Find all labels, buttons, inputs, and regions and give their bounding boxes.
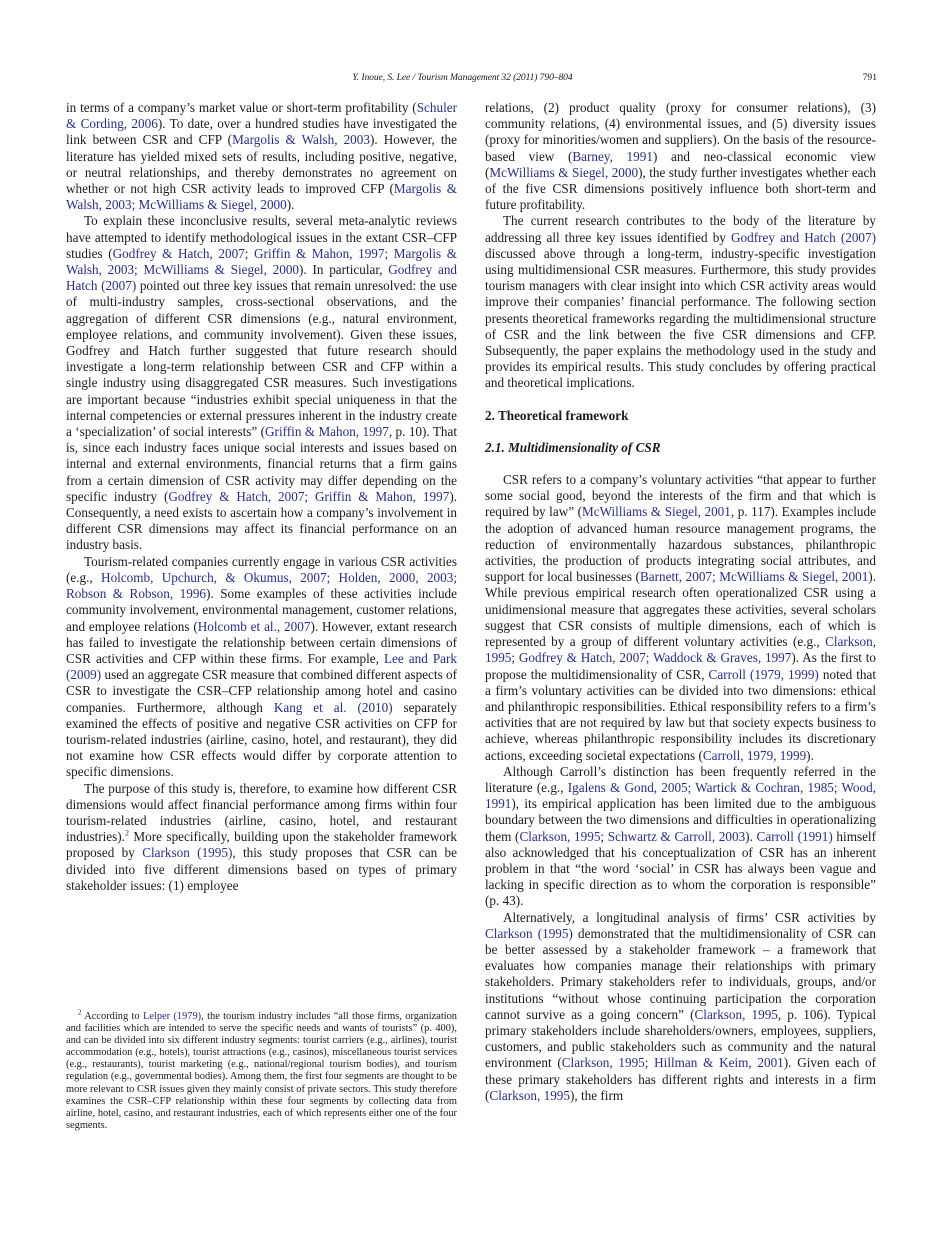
footnote-marker[interactable]: 2 [78, 1008, 82, 1017]
footnote-marker[interactable]: 2 [124, 828, 129, 838]
citation-link[interactable]: Igalens & Gond, 2005; Wartick & Cochran, 1985; Wood, 1991 [485, 779, 876, 812]
paragraph: in terms of a company’s market value or short-term profitability (Schuler & Cording, 2006). To date, over a hundred studies have investigated the link between CSR and CFP (Margolis & Walsh, 2003). However, the literature has yielded mixed sets of results, including positive, negative, or neutral relationships, and thereby demonstrates no agreement on whether or not high CSR activity leads to improved CFP (Margolis & Walsh, 2003; McWilliams & Siegel, 2000). [66, 100, 458, 213]
paragraph: The current research contributes to the body of the literature by addressing all three key issues identified by Godfrey and Hatch (2007) discussed above through a long-term, industry-specific investigation using multidimensional CSR measures. Furthermore, this study provides tourism managers with clear insight into which CSR activity areas would improve their companies’ financial performance. The following section presents theoretical frameworks regarding the multidimensional structure of CSR and the link between the five CSR dimensions and CFP. Subsequently, the paper explains the methodology used in the study and provides its empirical results. This study concludes by offering practical and theoretical implications. [485, 213, 876, 391]
page-number: 791 [862, 72, 877, 83]
citation-link[interactable]: Barney, 1991 [572, 148, 653, 164]
citation-link[interactable]: Margolis & Walsh, 2003 [232, 132, 370, 148]
citation-link[interactable]: Godfrey and Hatch (2007) [66, 262, 458, 294]
citation-link[interactable]: Clarkson, 1995; Hillman & Keim, 2001 [561, 1055, 784, 1071]
citation-link[interactable]: Godfrey and Hatch (2007) [731, 229, 876, 245]
section-heading: 2. Theoretical framework [485, 407, 629, 423]
paragraph: Tourism-related companies currently engage in various CSR activities (e.g., Holcomb, Upchurch, & Okumus, 2007; Holden, 2000, 2003; Robson & Robson, 1996). Some examples of these activities include community involvement, environmental management, customer relations, and employee relations (Holcomb et al., 2007). However, extant research has failed to investigate the relationship between certain dimensions of CSR activities and CFP within these firms. For example, Lee and Park (2009) used an aggregate CSR measure that combined different aspects of CSR to investigate the CSR–CFP relationship among hotel and casino companies. Furthermore, although Kang et al. (2010) separately examined the effects of positive and negative CSR activities on CFP for tourism-related industries (airline, casino, hotel, and restaurant), they did not examine how CSR effects would differ by corporate attention to specific dimensions. [66, 553, 458, 780]
right-column [485, 100, 876, 1104]
subsection-heading: 2.1. Multidimensionality of CSR [485, 439, 661, 455]
citation-link[interactable]: McWilliams & Siegel, 2001 [582, 504, 731, 520]
citation-link[interactable]: Carroll (1991) [756, 828, 833, 844]
citation-link[interactable]: Godfrey & Hatch, 2007; Griffin & Mahon, 1997; Margolis & Walsh, 2003; McWilliams & Siegel, 2000 [66, 245, 457, 278]
paragraph: CSR refers to a company’s voluntary activities “that appear to further some social good, beyond the interests of the firm and that which is required by law” (McWilliams & Siegel, 2001, p. 117). Examples include the adoption of advanced human resource management programs, the reduction of environmentally hazardous substances, philanthropic activities, the production of products integrating social attributes, and support for local businesses (Barnett, 2007; McWilliams & Siegel, 2001). While previous empirical research often operationalized CSR using a unidimensional measure that aggregates these activities, several scholars suggest that CSR consists of multiple dimensions, each of which is represented by a group of different voluntary activities (e.g., Clarkson, 1995; Godfrey & Hatch, 2007; Waddock & Graves, 1997). As the first to propose the multidimensionality of CSR, Carroll (1979, 1999) noted that a firm’s voluntary activities can be divided into two dimensions: ethical and philanthropic responsibilities. Ethical responsibility refers to a firm’s activities that are not required by law but that society expects business to achieve, whereas philanthropic responsibility includes its discretionary actions, exceeding societal expectations (Carroll, 1979, 1999). [485, 472, 876, 763]
citation-link[interactable]: Godfrey & Hatch, 2007; Griffin & Mahon, 1997 [168, 488, 450, 504]
citation-link[interactable]: Griffin & Mahon, 1997 [265, 424, 389, 440]
citation-link[interactable]: Clarkson, 1995 [489, 1087, 570, 1103]
paragraph: Although Carroll’s distinction has been frequently referred in the literature (e.g., Igalens & Gond, 2005; Wartick & Cochran, 1985; Wood, 1991), its empirical application has been limited due to the ambiguous boundary between the two dimensions and difficulties in operationalizing them (Clarkson, 1995; Schwartz & Carroll, 2003). Carroll (1991) himself also acknowledged that his conceptualization of CSR has an inherent problem in that “the word ‘social’ in CSR has always been vague and lacking in specific direction as to whom the corporation is responsible” (p. 43). [485, 763, 876, 909]
citation-link[interactable]: Clarkson, 1995; Schwartz & Carroll, 2003 [519, 828, 746, 844]
footnote [66, 1008, 457, 1132]
citation-link[interactable]: Clarkson (1995) [142, 845, 233, 861]
paragraph: The purpose of this study is, therefore, to examine how different CSR dimensions would affect financial performance among firms within four tourism-related industries (airline, casino, hotel, and restaurant industries).$^2$ More specifically, building upon the stakeholder framework proposed by Clarkson (1995), this study proposes that CSR can be divided into five different dimensions based on types of primary stakeholder issues: (1) employee [66, 780, 457, 893]
journal-citation-header: Y. Inoue, S. Lee / Tourism Management 32 (2011) 790–804 [352, 72, 573, 83]
citation-link[interactable]: Clarkson, 1995; Godfrey & Hatch, 2007; Waddock & Graves, 1997 [485, 634, 876, 666]
citation-link[interactable]: Kang et al. (2010) [273, 699, 393, 715]
citation-link[interactable]: Schuler & Cording, 2006 [66, 100, 457, 132]
citation-link[interactable]: Clarkson, 1995 [694, 1006, 778, 1022]
paragraph: To explain these inconclusive results, several meta-analytic reviews have attempted to identify methodological issues in the extant CSR–CFP studies (Godfrey & Hatch, 2007; Griffin & Mahon, 1997; Margolis & Walsh, 2003; McWilliams & Siegel, 2000). In particular, Godfrey and Hatch (2007) pointed out three key issues that remain unresolved: the use of multi-industry samples, cross-sectional observations, and the aggregation of different CSR dimensions (e.g., natural environment, employee relations, and community involvement). Given these issues, Godfrey and Hatch further suggested that future research should investigate a long-term relationship between CSR and CFP within a single industry using disaggregated CSR measures. Such investigations are important because “industries exhibit special uniqueness in that the internal competencies or external pressures inherent in the industry create a ‘specialization’ of social interests” (Griffin & Mahon, 1997, p. 10). That is, since each industry faces unique social interests and issues based on internal and external environments, financial returns that a firm gains from a certain dimension of CSR activity may differ depending on the specific industry (Godfrey & Hatch, 2007; Griffin & Mahon, 1997). Consequently, a need exists to ascertain how a company’s involvement in different CSR dimensions may affect its financial performance on an industry basis. [66, 213, 458, 553]
citation-link[interactable]: Barnett, 2007; McWilliams & Siegel, 2001 [639, 569, 869, 585]
citation-link[interactable]: Holcomb, Upchurch, & Okumus, 2007; Holden, 2000, 2003; Robson & Robson, 1996 [66, 569, 457, 602]
paragraph: Alternatively, a longitudinal analysis of firms’ CSR activities by Clarkson (1995) demonstrated that the multidimensionality of CSR can be better assessed by a stakeholder framework – a framework that evaluates how companies manage their relationships with primary stakeholders. Primary stakeholders refer to individuals, groups, and/or institutions “without whose continuing participation the corporation cannot survive as a going concern” (Clarkson, 1995, p. 106). Typical primary stakeholders include shareholders/owners, employees, suppliers, customers, and public stakeholders such as community and the natural environment (Clarkson, 1995; Hillman & Keim, 2001). Given each of these primary stakeholders has different rights and interests in a firm (Clarkson, 1995), the firm [485, 909, 876, 1103]
footnote-text: $^2$ According to Lelper (1979), the tourism industry includes “all those firms, organization and facilities which are intended to serve the specific needs and wants of tourists” (p. 400), and can be divided into six different industry segments: tourist carriers (e.g., airlines), tourist accommodation (e.g., hotels), tourist attractions (e.g., casinos), miscellaneous tourist services (e.g., restaurants), tourist marketing (e.g., national/regional tourism bodies), and tourism regulation (e.g., governmental bodies). Among them, the first four segments are thought to be more relevant to CSR issues given they mainly consist of private sectors. This study therefore examines the CSR–CFP relationship within these four segments by collecting data from airline, hotel, casino, and restaurant industries, each of which represents either one of the four segments. [66, 1008, 457, 1131]
left-column [66, 100, 457, 894]
running-head [0, 72, 925, 88]
citation-link[interactable]: Holcomb et al., 2007 [197, 618, 311, 634]
citation-link[interactable]: Carroll (1979, 1999) [708, 666, 819, 682]
citation-link[interactable]: Lelper (1979) [142, 1011, 202, 1022]
citation-link[interactable]: Clarkson (1995) [485, 925, 573, 941]
citation-link[interactable]: Margolis & Walsh, 2003; McWilliams & Siegel, 2000 [66, 181, 458, 213]
paragraph: relations, (2) product quality (proxy for consumer relations), (3) community relations, (4) environmental issues, and (5) diversity issues (proxy for minorities/women and suppliers). On the basis of the resource-based view (Barney, 1991) and neo-classical economic view (McWilliams & Siegel, 2000), the study further investigates whether each of the five CSR dimensions positively influence both short-term and future profitability. [485, 100, 876, 213]
citation-link[interactable]: McWilliams & Siegel, 2000 [489, 164, 639, 180]
citation-link[interactable]: Carroll, 1979, 1999 [702, 747, 807, 763]
citation-link[interactable]: Lee and Park (2009) [66, 650, 458, 683]
